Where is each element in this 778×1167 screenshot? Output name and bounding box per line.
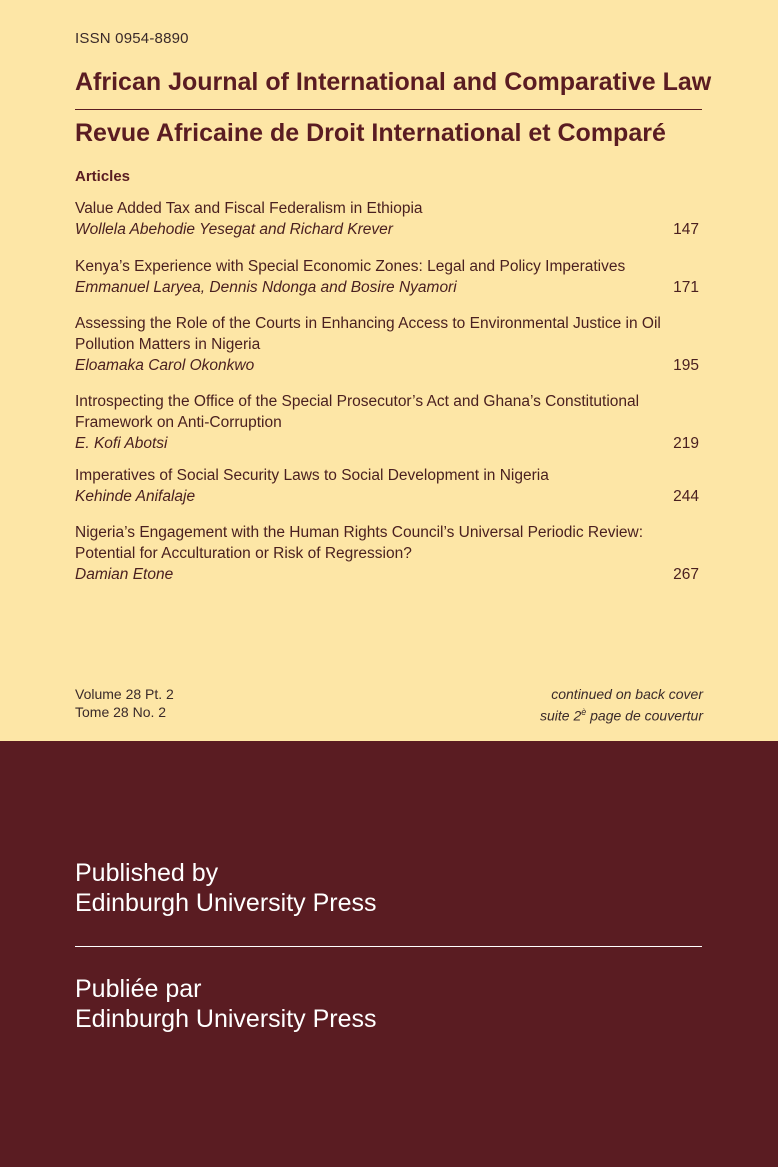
article-title: Kenya’s Experience with Special Economic Zones: Legal and Policy Imperatives xyxy=(75,258,626,275)
article-page: 171 xyxy=(673,279,699,296)
publisher-label-english: Published by xyxy=(75,859,219,887)
publisher-name-french: Edinburgh University Press xyxy=(75,1005,377,1033)
publisher-english xyxy=(75,858,377,918)
article-entry xyxy=(75,313,699,376)
publisher-divider xyxy=(75,946,702,947)
articles-heading: Articles xyxy=(75,168,131,185)
volume-info xyxy=(75,685,174,721)
article-entry xyxy=(75,256,699,298)
article-entry xyxy=(75,465,699,507)
article-entry xyxy=(75,391,699,454)
continued-note xyxy=(540,685,703,725)
article-title: Imperatives of Social Security Laws to Social Development in Nigeria xyxy=(75,467,549,484)
article-authors: Emmanuel Laryea, Dennis Ndonga and Bosire Nyamori xyxy=(75,279,457,296)
article-page: 195 xyxy=(673,357,699,374)
journal-title-english: African Journal of International and Comparative Law xyxy=(75,68,712,96)
journal-title-french: Revue Africaine de Droit International et Comparé xyxy=(75,119,666,147)
article-page: 267 xyxy=(673,566,699,583)
cover-bottom-panel xyxy=(0,741,778,1167)
article-title: Assessing the Role of the Courts in Enhancing Access to Environmental Justice in Oil Pollution Matters in Nigeria xyxy=(75,315,661,353)
article-authors: Wollela Abehodie Yesegat and Richard Krever xyxy=(75,221,393,238)
article-title: Introspecting the Office of the Special Prosecutor’s Act and Ghana’s Constitutional Framework on Anti-Corruption xyxy=(75,393,640,431)
issn: ISSN 0954-8890 xyxy=(75,30,189,47)
publisher-name-english: Edinburgh University Press xyxy=(75,889,377,917)
article-page: 244 xyxy=(673,488,699,505)
article-title: Value Added Tax and Fiscal Federalism in Ethiopia xyxy=(75,200,423,217)
publisher-label-french: Publiée par xyxy=(75,975,202,1003)
article-authors: Eloamaka Carol Okonkwo xyxy=(75,357,255,374)
article-authors: E. Kofi Abotsi xyxy=(75,435,168,452)
continued-french: suite $2^è$ page de couvertur xyxy=(539,707,703,724)
article-page: 147 xyxy=(673,221,699,238)
article-title: Nigeria’s Engagement with the Human Rights Council’s Universal Periodic Review: Potential for Acculturation or Risk of Regression? xyxy=(75,524,644,562)
continued-english: continued on back cover xyxy=(551,686,703,702)
volume-english: Volume 28 Pt. 2 xyxy=(75,686,174,702)
article-entry xyxy=(75,522,699,585)
article-page: 219 xyxy=(673,435,699,452)
article-entry xyxy=(75,198,699,240)
article-authors: Damian Etone xyxy=(75,566,174,583)
title-divider xyxy=(75,109,702,110)
volume-french: Tome 28 No. 2 xyxy=(75,704,167,720)
article-authors: Kehinde Anifalaje xyxy=(75,488,196,505)
publisher-french xyxy=(75,974,377,1034)
